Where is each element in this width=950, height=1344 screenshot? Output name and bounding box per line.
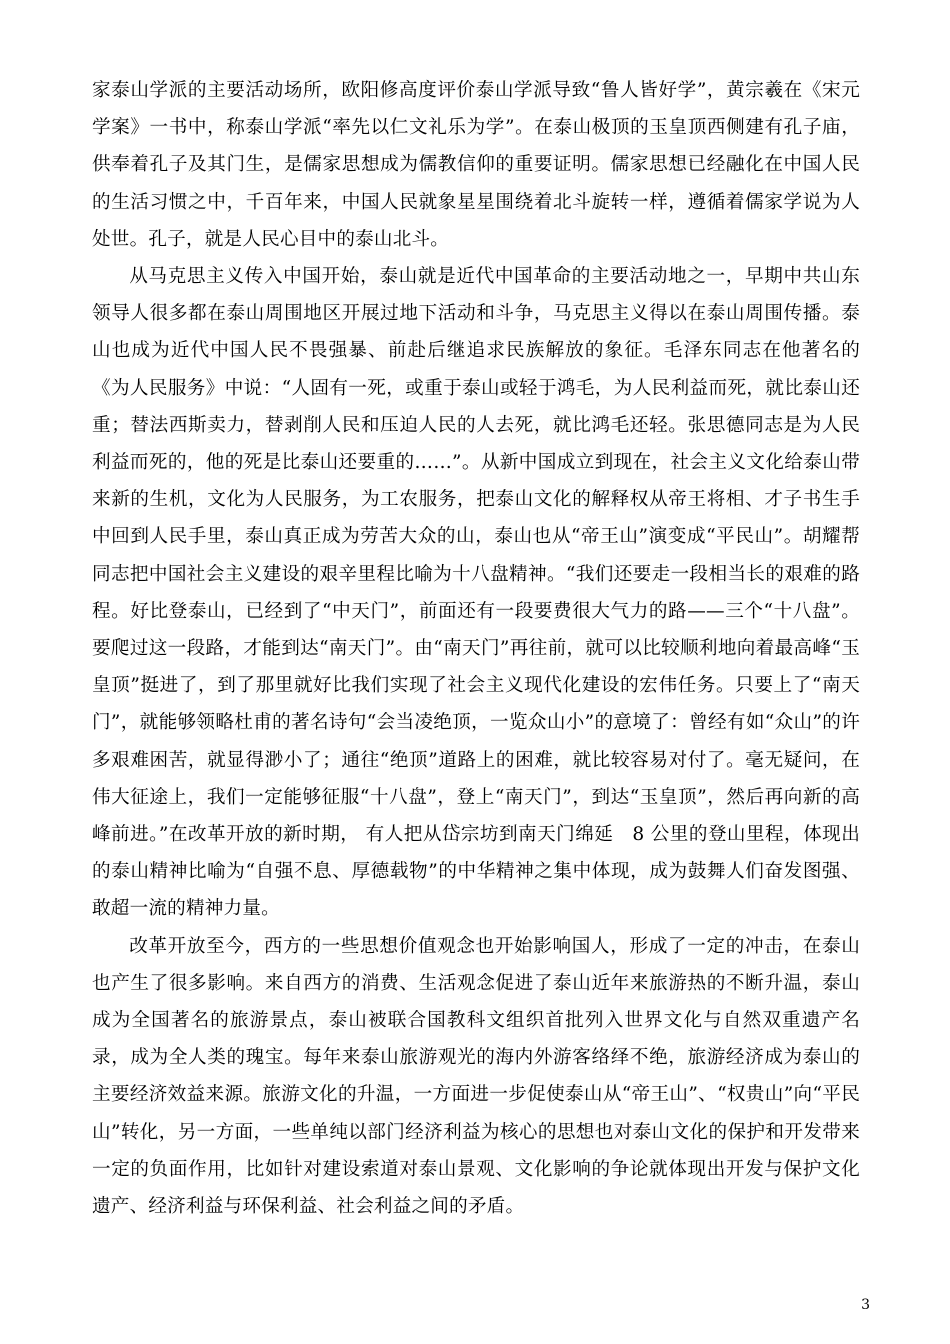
paragraph-3: 改革开放至今，西方的一些思想价值观念也开始影响国人，形成了一定的冲击，在泰山也产生了很多影响。来自西方的消费、生活观念促进了泰山近年来旅游热的不断升温，泰山成为全国著名的旅游景点，泰山被联合国教科文组织首批列入世界文化与自然双重遗产名录，成为全人类的瑰宝。每年来泰山旅游观光的海内外游客络绎不绝，旅游经济成为泰山的主要经济效益来源。旅游文化的升温，一方面进一步促使泰山从“帝王山”、“权贵山”向“平民山”转化，另一方面，一些单纯以部门经济利益为核心的思想也对泰山文化的保护和开发带来一定的负面作用，比如针对建设索道对泰山景观、文化影响的争论就体现出开发与保护文化遗产、经济利益与环保利益、社会利益之间的矛盾。 xyxy=(92,935,860,1218)
paragraph-1: 家泰山学派的主要活动场所，欧阳修高度评价泰山学派导致“鲁人皆好学”，黄宗羲在《宋元学案》一书中，称泰山学派“率先以仁文礼乐为学”。在泰山极顶的玉皇顶西侧建有孔子庙，供奉着孔子及其门生，是儒家思想成为儒教信仰的重要证明。儒家思想已经融化在中国人民的生活习惯之中，千百年来，中国人民就象星星围绕着北斗旋转一样，遵循着儒家学说为人处世。孔子，就是人民心目中的泰山北斗。 xyxy=(92,80,860,250)
paragraph-2: 从马克思主义传入中国开始，泰山就是近代中国革命的主要活动地之一，早期中共山东领导人很多都在泰山周围地区开展过地下活动和斗争，马克思主义得以在泰山周围传播。泰山也成为近代中国人民不畏强暴、前赴后继追求民族解放的象征。毛泽东同志在他著名的《为人民服务》中说：“人固有一死，或重于泰山或轻于鸿毛，为人民利益而死，就比泰山还重；替法西斯卖力，替剥削人民和压迫人民的人去死，就比鸿毛还轻。张思德同志是为人民利益而死的，他的死是比泰山还要重的……”。从新中国成立到现在，社会主义文化给泰山带来新的生机，文化为人民服务，为工农服务，把泰山文化的解释权从帝王将相、才子书生手中回到人民手里，泰山真正成为劳苦大众的山，泰山也从“帝王山”演变成“平民山”。胡耀帮同志把中国社会主义建设的艰辛里程比喻为十八盘精神。“我们还要走一段相当长的艰难的路程。好比登泰山，已经到了“中天门”，前面还有一段要费很大气力的路——三个“十八盘”。要爬过这一段路，才能到达“南天门”。由“南天门”再往前，就可以比较顺利地向着最高峰“玉皇顶”挺进了，到了那里就好比我们实现了社会主义现代化建设的宏伟任务。只要上了“南天门”，就能够领略杜甫的著名诗句“会当凌绝顶，一览众山小”的意境了：曾经有如“众山”的许多艰难困苦，就显得渺小了；通往“绝顶”道路上的困难，就比较容易对付了。毫无疑问，在伟大征途上，我们一定能够征服“十八盘”，登上“南天门”，到达“玉皇顶”，然后再向新的高峰前进。”在改革开放的新时期， 有人把从岱宗坊到南天门绵延 8 公里的登山里程，体现出的泰山精神比喻为“自强不息、厚德载物”的中华精神之集中体现，成为鼓舞人们奋发图强、敢超一流的精神力量。 xyxy=(92,266,860,920)
document-page xyxy=(92,72,860,1225)
page-number: 3 xyxy=(861,1297,870,1313)
